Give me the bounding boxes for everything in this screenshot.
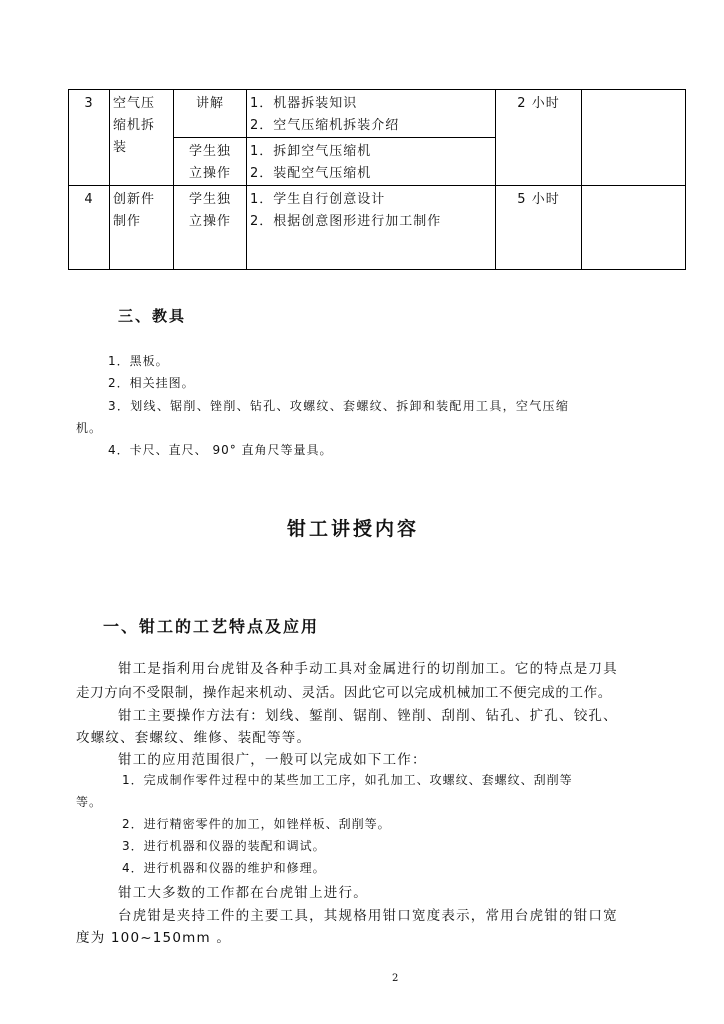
note-cell (582, 90, 686, 186)
note-cell (582, 186, 686, 270)
body-line: 2．进行精密零件的加工，如锉样板、刮削等。 (122, 817, 391, 831)
tools-item: 2．相关挂图。 (108, 376, 195, 390)
tools-heading: 三、教具 (118, 307, 187, 325)
method-cell (174, 138, 247, 186)
content-cell (247, 186, 496, 270)
content-line: 2．装配空气压缩机 (250, 166, 372, 181)
content-line: 1．拆卸空气压缩机 (250, 144, 372, 159)
method-cell (174, 186, 247, 270)
body-line: 等。 (76, 795, 103, 809)
content-cell (247, 90, 496, 138)
project-line: 缩机拆 (113, 118, 156, 133)
project-line: 空气压 (113, 96, 156, 111)
content-cell (247, 138, 496, 186)
project-line: 创新件 (113, 192, 156, 207)
project-cell (110, 186, 174, 270)
body-line: 度为 100~150mm 。 (76, 930, 232, 946)
content-line: 1．机器拆装知识 (250, 96, 358, 111)
body-line: 钳工是指利用台虎钳及各种手动工具对金属进行的切削加工。它的特点是刀具 (118, 661, 618, 677)
section-heading: 一、钳工的工艺特点及应用 (103, 617, 320, 636)
body-line: 台虎钳是夹持工件的主要工具，其规格用钳口宽度表示，常用台虎钳的钳口宽 (118, 908, 618, 924)
body-line: 走刀方向不受限制，操作起来机动、灵活。因此它可以完成机械加工不便完成的工作。 (76, 685, 612, 701)
body-line: 攻螺纹、套螺纹、维修、装配等等。 (76, 730, 312, 746)
page-number: 2 (392, 973, 399, 984)
method-line: 讲解 (195, 96, 224, 111)
method-line: 立操作 (188, 214, 231, 229)
row-number: 4 (69, 186, 110, 270)
tools-item: 机。 (76, 421, 103, 435)
method-line: 立操作 (188, 166, 231, 181)
table-row (69, 186, 686, 270)
body-line: 钳工主要操作方法有：划线、錾削、锯削、锉削、刮削、钻孔、扩孔、铰孔、 (118, 708, 618, 724)
schedule-table (68, 89, 686, 270)
content-line: 2．空气压缩机拆装介绍 (250, 118, 400, 133)
body-line: 4．进行机器和仪器的维护和修理。 (122, 861, 326, 875)
method-line: 学生独 (188, 192, 231, 207)
hours-cell: 2 小时 (496, 90, 582, 186)
body-line: 钳工大多数的工作都在台虎钳上进行。 (118, 885, 368, 901)
body-line: 3．进行机器和仪器的装配和调试。 (122, 839, 326, 853)
project-line: 装 (113, 140, 128, 155)
body-line: 钳工的应用范围很广，一般可以完成如下工作： (118, 752, 427, 768)
method-line: 学生独 (188, 144, 231, 159)
tools-item: 4．卡尺、直尺、 90° 直角尺等量具。 (108, 443, 333, 457)
content-line: 2．根据创意图形进行加工制作 (250, 214, 442, 229)
hours-cell: 5 小时 (496, 186, 582, 270)
row-number: 3 (69, 90, 110, 186)
tools-item: 1．黑板。 (108, 354, 169, 368)
method-cell (174, 90, 247, 138)
table-row (69, 90, 686, 138)
page-title: 钳工讲授内容 (287, 518, 420, 540)
tools-item: 3．划线、锯削、锉削、钻孔、攻螺纹、套螺纹、拆卸和装配用工具，空气压缩 (108, 399, 570, 413)
project-line: 制作 (113, 214, 142, 229)
content-line: 1．学生自行创意设计 (250, 192, 386, 207)
project-cell (110, 90, 174, 186)
body-line: 1．完成制作零件过程中的某些加工工序，如孔加工、攻螺纹、套螺纹、刮削等 (122, 773, 573, 787)
